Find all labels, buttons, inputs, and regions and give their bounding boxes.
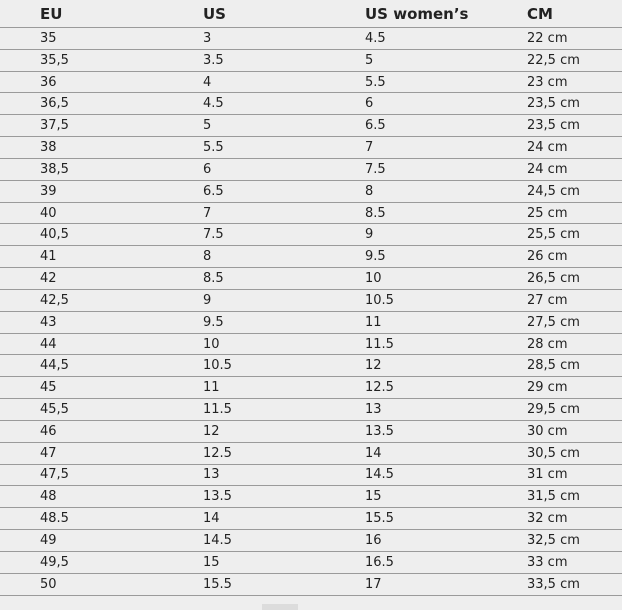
us-cell: 13 bbox=[203, 467, 220, 483]
us-cell: 8.5 bbox=[203, 271, 224, 287]
cm-cell: 30,5 cm bbox=[527, 445, 580, 461]
us-cell: 14.5 bbox=[203, 532, 232, 548]
cm-cell: 33,5 cm bbox=[527, 576, 580, 592]
cm-cell: 24,5 cm bbox=[527, 183, 580, 199]
us-cell: 15 bbox=[203, 554, 220, 570]
us-womens-cell: 7 bbox=[365, 140, 374, 156]
us-cell: 7.5 bbox=[203, 227, 224, 243]
us-cell: 9.5 bbox=[203, 314, 224, 330]
us-womens-cell: 9 bbox=[365, 227, 374, 243]
eu-cell: 40 bbox=[40, 205, 57, 221]
header-cm: CM bbox=[527, 4, 553, 23]
cm-cell: 31,5 cm bbox=[527, 489, 580, 505]
us-womens-cell: 4.5 bbox=[365, 30, 386, 46]
us-womens-cell: 11.5 bbox=[365, 336, 394, 352]
eu-cell: 38,5 bbox=[40, 161, 69, 177]
us-womens-cell: 17 bbox=[365, 576, 382, 592]
us-cell: 14 bbox=[203, 511, 220, 527]
table-row bbox=[0, 530, 622, 552]
header-eu: EU bbox=[40, 4, 63, 23]
eu-cell: 45 bbox=[40, 380, 57, 396]
eu-cell: 38 bbox=[40, 140, 57, 156]
cm-cell: 23 cm bbox=[527, 74, 568, 90]
us-cell: 3.5 bbox=[203, 52, 224, 68]
us-cell: 7 bbox=[203, 205, 212, 221]
cm-cell: 27 cm bbox=[527, 292, 568, 308]
us-womens-cell: 14.5 bbox=[365, 467, 394, 483]
table-row bbox=[0, 50, 622, 72]
eu-cell: 44,5 bbox=[40, 358, 69, 374]
cm-cell: 24 cm bbox=[527, 140, 568, 156]
us-cell: 6 bbox=[203, 161, 212, 177]
cm-cell: 32,5 cm bbox=[527, 532, 580, 548]
us-womens-cell: 8.5 bbox=[365, 205, 386, 221]
cm-cell: 24 cm bbox=[527, 161, 568, 177]
us-womens-cell: 13.5 bbox=[365, 423, 394, 439]
table-row bbox=[0, 377, 622, 399]
us-cell: 11.5 bbox=[203, 401, 232, 417]
header-us: US bbox=[203, 4, 226, 23]
cm-cell: 28 cm bbox=[527, 336, 568, 352]
eu-cell: 49,5 bbox=[40, 554, 69, 570]
us-cell: 5 bbox=[203, 118, 212, 134]
us-cell: 9 bbox=[203, 292, 212, 308]
table-row bbox=[0, 159, 622, 181]
table-row bbox=[0, 421, 622, 443]
eu-cell: 42,5 bbox=[40, 292, 69, 308]
eu-cell: 39 bbox=[40, 183, 57, 199]
us-cell: 10 bbox=[203, 336, 220, 352]
table-row bbox=[0, 552, 622, 574]
us-womens-cell: 6 bbox=[365, 96, 374, 112]
eu-cell: 41 bbox=[40, 249, 57, 265]
eu-cell: 46 bbox=[40, 423, 57, 439]
us-womens-cell: 10 bbox=[365, 271, 382, 287]
eu-cell: 43 bbox=[40, 314, 57, 330]
table-row bbox=[0, 443, 622, 465]
cm-cell: 23,5 cm bbox=[527, 96, 580, 112]
us-womens-cell: 11 bbox=[365, 314, 382, 330]
cm-cell: 25 cm bbox=[527, 205, 568, 221]
table-row bbox=[0, 486, 622, 508]
cm-cell: 23,5 cm bbox=[527, 118, 580, 134]
eu-cell: 42 bbox=[40, 271, 57, 287]
table-row bbox=[0, 355, 622, 377]
us-cell: 4.5 bbox=[203, 96, 224, 112]
us-womens-cell: 16.5 bbox=[365, 554, 394, 570]
table-row bbox=[0, 574, 622, 596]
cm-cell: 26,5 cm bbox=[527, 271, 580, 287]
eu-cell: 47,5 bbox=[40, 467, 69, 483]
table-row bbox=[0, 465, 622, 487]
us-womens-cell: 5.5 bbox=[365, 74, 386, 90]
us-cell: 10.5 bbox=[203, 358, 232, 374]
us-cell: 12 bbox=[203, 423, 220, 439]
table-row bbox=[0, 93, 622, 115]
table-row bbox=[0, 268, 622, 290]
table-row bbox=[0, 115, 622, 137]
eu-cell: 49 bbox=[40, 532, 57, 548]
cm-cell: 31 cm bbox=[527, 467, 568, 483]
table-row bbox=[0, 181, 622, 203]
us-cell: 8 bbox=[203, 249, 212, 265]
cm-cell: 29,5 cm bbox=[527, 401, 580, 417]
us-womens-cell: 9.5 bbox=[365, 249, 386, 265]
cm-cell: 26 cm bbox=[527, 249, 568, 265]
eu-cell: 35 bbox=[40, 30, 57, 46]
us-cell: 4 bbox=[203, 74, 212, 90]
us-womens-cell: 7.5 bbox=[365, 161, 386, 177]
table-row bbox=[0, 28, 622, 50]
cm-cell: 30 cm bbox=[527, 423, 568, 439]
eu-cell: 44 bbox=[40, 336, 57, 352]
table-row bbox=[0, 224, 622, 246]
table-row bbox=[0, 290, 622, 312]
cm-cell: 22 cm bbox=[527, 30, 568, 46]
eu-cell: 50 bbox=[40, 576, 57, 592]
us-cell: 12.5 bbox=[203, 445, 232, 461]
eu-cell: 48.5 bbox=[40, 511, 69, 527]
table-body bbox=[0, 28, 622, 596]
us-womens-cell: 15 bbox=[365, 489, 382, 505]
eu-cell: 37,5 bbox=[40, 118, 69, 134]
us-womens-cell: 5 bbox=[365, 52, 374, 68]
table-row bbox=[0, 334, 622, 356]
us-womens-cell: 12 bbox=[365, 358, 382, 374]
us-cell: 15.5 bbox=[203, 576, 232, 592]
us-womens-cell: 8 bbox=[365, 183, 374, 199]
us-womens-cell: 13 bbox=[365, 401, 382, 417]
cm-cell: 33 cm bbox=[527, 554, 568, 570]
us-womens-cell: 15.5 bbox=[365, 511, 394, 527]
table-row bbox=[0, 508, 622, 530]
table-row bbox=[0, 137, 622, 159]
header-us-womens: US women’s bbox=[365, 4, 469, 23]
us-cell: 3 bbox=[203, 30, 212, 46]
us-cell: 11 bbox=[203, 380, 220, 396]
cm-cell: 25,5 cm bbox=[527, 227, 580, 243]
table-header-row bbox=[0, 0, 622, 28]
table-row bbox=[0, 399, 622, 421]
us-womens-cell: 16 bbox=[365, 532, 382, 548]
table-row bbox=[0, 246, 622, 268]
cm-cell: 28,5 cm bbox=[527, 358, 580, 374]
us-womens-cell: 6.5 bbox=[365, 118, 386, 134]
us-cell: 13.5 bbox=[203, 489, 232, 505]
cm-cell: 32 cm bbox=[527, 511, 568, 527]
us-cell: 6.5 bbox=[203, 183, 224, 199]
eu-cell: 36 bbox=[40, 74, 57, 90]
cm-cell: 22,5 cm bbox=[527, 52, 580, 68]
cm-cell: 27,5 cm bbox=[527, 314, 580, 330]
table-row bbox=[0, 312, 622, 334]
table-row bbox=[0, 72, 622, 94]
eu-cell: 35,5 bbox=[40, 52, 69, 68]
bottom-scroll-indicator bbox=[262, 604, 298, 610]
eu-cell: 45,5 bbox=[40, 401, 69, 417]
us-cell: 5.5 bbox=[203, 140, 224, 156]
us-womens-cell: 10.5 bbox=[365, 292, 394, 308]
eu-cell: 36,5 bbox=[40, 96, 69, 112]
eu-cell: 40,5 bbox=[40, 227, 69, 243]
eu-cell: 47 bbox=[40, 445, 57, 461]
table-row bbox=[0, 203, 622, 225]
cm-cell: 29 cm bbox=[527, 380, 568, 396]
us-womens-cell: 12.5 bbox=[365, 380, 394, 396]
us-womens-cell: 14 bbox=[365, 445, 382, 461]
eu-cell: 48 bbox=[40, 489, 57, 505]
